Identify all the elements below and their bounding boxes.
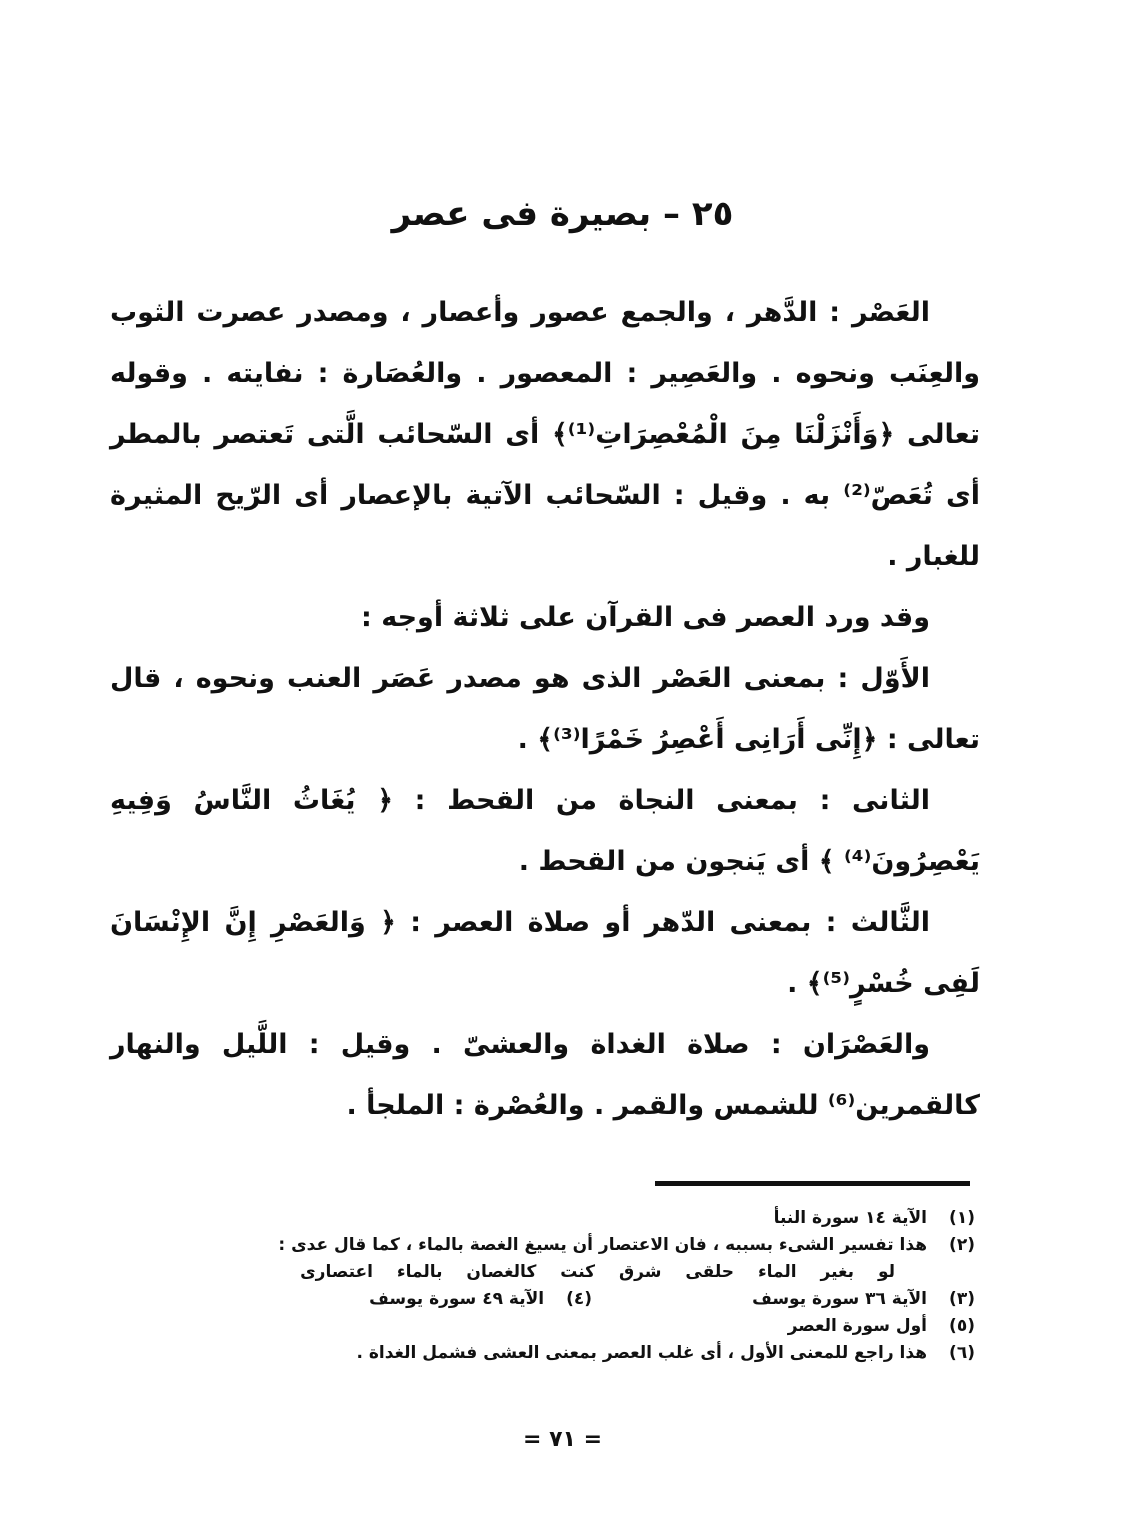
section-title: ٢٥ – بصيرة فى عصر — [391, 194, 734, 234]
footnote-6 — [240, 1340, 975, 1367]
footnote-number: (١) — [949, 1208, 975, 1228]
paragraph-first-meaning: الأَوّل : بمعنى العَصْر الذى هو مصدر عَصَر العنب ونحوه ، قال تعالى : ﴿إِنِّى أَرَانِى أَعْصِرُ خَمْرًا⁽³⁾﴾ . — [110, 663, 980, 755]
footnote-verse: لو بغير الماء حلقى شرق كنت كالغصان بالماء اعتصارى — [300, 1262, 895, 1282]
footnote-number: (٤) — [566, 1289, 593, 1309]
footnote-text: الآية ١٤ سورة النبأ — [773, 1208, 927, 1228]
footnote-text: الآية ٤٩ سورة يوسف — [369, 1289, 545, 1309]
footnote-5 — [240, 1313, 975, 1340]
footnote-number: (٢) — [949, 1235, 975, 1255]
footnote-1 — [240, 1205, 975, 1232]
footnote-text: هذا راجع للمعنى الأول ، أى غلب العصر بمعنى العشى فشمل الغداة . — [356, 1343, 927, 1363]
page-number: = ٧١ = — [522, 1427, 603, 1452]
footnote-text: أول سورة العصر — [787, 1316, 927, 1336]
paragraph-asran: والعَصْرَان : صلاة الغداة والعشىّ . وقيل : اللَّيل والنهار كالقمرين⁽⁶⁾ للشمس والقمر . والعُصْرة : الملجأ . — [110, 1029, 980, 1121]
footnote-divider — [655, 1181, 970, 1186]
footnote-number: (٦) — [949, 1343, 975, 1363]
footnotes — [240, 1205, 975, 1367]
footnote-text: هذا تفسير الشىء بسببه ، فان الاعتصار أن يسيغ الغصة بالماء ، كما قال عدى : — [278, 1235, 927, 1255]
footnote-number: (٥) — [949, 1316, 975, 1336]
footnote-number: (٣) — [949, 1289, 975, 1309]
paragraph-third-meaning: الثَّالث : بمعنى الدّهر أو صلاة العصر : ﴿ وَالعَصْرِ إِنَّ الإِنْسَانَ لَفِى خُسْرٍ⁽⁵⁾﴾ . — [110, 907, 980, 999]
paragraph-definition: العَصْر : الدَّهر ، والجمع عصور وأعصار ، ومصدر عصرت الثوب والعِنَب ونحوه . والعَصِير : المعصور . والعُصَارة : نفايته . وقوله تعالى ﴿وَأَنْزَلْنَا مِنَ الْمُعْصِرَاتِ⁽¹⁾﴾ أى السّحائب الَّتى تَعتصر بالمطر أى تُعَصّ⁽²⁾ به . وقيل : السّحائب الآتية بالإعصار أى الرّيح المثيرة للغبار . — [110, 297, 980, 572]
body-text — [110, 282, 980, 1136]
paragraph-intro-meanings: وقد ورد العصر فى القرآن على ثلاثة أوجه : — [361, 602, 930, 633]
footnote-3 — [752, 1286, 975, 1313]
footnote-4 — [369, 1286, 592, 1313]
footnote-text: الآية ٣٦ سورة يوسف — [752, 1289, 927, 1309]
paragraph-second-meaning: الثانى : بمعنى النجاة من القحط : ﴿ يُغَاثُ النَّاسُ وَفِيهِ يَعْصِرُونَ⁽⁴⁾ ﴾ أى يَنجون من القحط . — [110, 785, 980, 877]
footnote-3-4 — [240, 1286, 975, 1313]
footnote-2 — [240, 1232, 975, 1259]
